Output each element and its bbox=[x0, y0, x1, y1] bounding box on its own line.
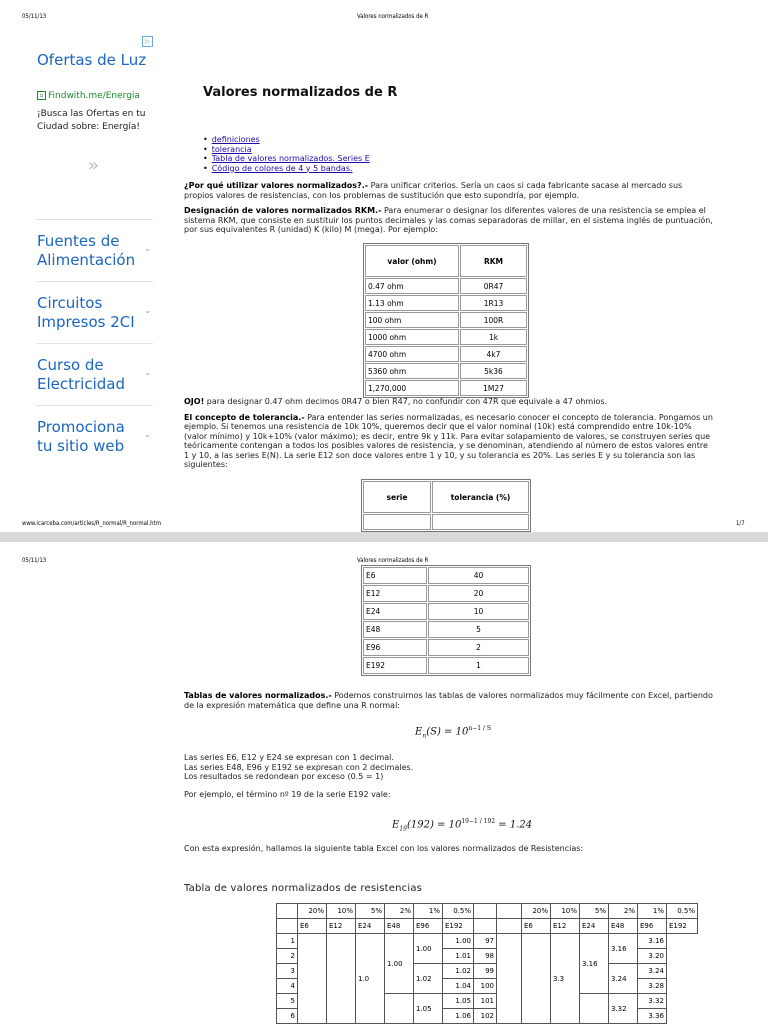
toc-link-tabla[interactable]: Tabla de valores normalizados. Series E bbox=[211, 154, 370, 163]
table-row-tolerances bbox=[277, 904, 698, 919]
ad-link-item[interactable] bbox=[37, 343, 153, 405]
table-row bbox=[365, 295, 527, 311]
formula-text: (192) = 10 bbox=[406, 819, 462, 831]
toc-item bbox=[203, 154, 370, 164]
table-cell: 1.13 ohm bbox=[365, 295, 459, 311]
table-cell bbox=[327, 934, 356, 1024]
table-cell: 2 bbox=[277, 949, 298, 964]
table-cell: 0.5% bbox=[667, 904, 698, 919]
chevron-down-icon: ⌄ bbox=[144, 306, 151, 315]
formula-sub: n bbox=[422, 732, 427, 740]
table-cell: 1 bbox=[277, 934, 298, 949]
paragraph-rkm bbox=[184, 206, 714, 235]
table-cell: E12 bbox=[327, 919, 356, 934]
header-date: 05/11/13 bbox=[22, 13, 47, 20]
table-cell: 10 bbox=[428, 603, 529, 620]
table-cell: 4700 ohm bbox=[365, 346, 459, 362]
table-header: RKM bbox=[460, 245, 527, 277]
table-cell bbox=[497, 904, 522, 919]
table-cell: 1% bbox=[638, 904, 667, 919]
table-cell: 1k bbox=[460, 329, 527, 345]
example-text: Por ejemplo, el término nº 19 de la serie E192 vale: bbox=[184, 789, 391, 799]
table-row bbox=[363, 621, 529, 638]
table-cell: 5k36 bbox=[460, 363, 527, 379]
table-cell bbox=[497, 934, 522, 1024]
table-cell: 10% bbox=[551, 904, 580, 919]
table-cell: 101 bbox=[474, 994, 497, 1009]
article-body-4 bbox=[184, 753, 714, 799]
table-cell: 1M27 bbox=[460, 380, 527, 396]
table-cell: E96 bbox=[414, 919, 443, 934]
table-cell: 5% bbox=[356, 904, 385, 919]
table-cell: E24 bbox=[580, 919, 609, 934]
paragraph-heading: El concepto de tolerancia.- bbox=[184, 412, 305, 422]
toc-item bbox=[203, 135, 370, 145]
ad-title-link[interactable]: Ofertas de Luz bbox=[37, 51, 147, 69]
table-row bbox=[363, 657, 529, 674]
table-cell: 1.05 bbox=[443, 994, 474, 1009]
normalized-values-table bbox=[276, 903, 698, 1024]
table-cell: E192 bbox=[363, 657, 427, 674]
paragraph-text: Para enumerar o designar los diferentes valores de una resistencia se emplea el sistema RKM, que consiste en sustituir los puntos decimales y las comas separadoras de millar, en el sistema inglés de puntuación, por sus equivalentes R (unidad) K (kilo) M (mega). Por ejemplo: bbox=[184, 206, 713, 234]
toc-link-codigo-colores[interactable]: Código de colores de 4 y 5 bandas. bbox=[211, 163, 353, 173]
table-row bbox=[365, 278, 527, 294]
table-cell: 1.00 bbox=[443, 934, 474, 949]
paragraph-heading: Designación de valores normalizados RKM.- bbox=[184, 206, 382, 215]
series-table-header bbox=[361, 479, 531, 532]
table-cell: 4 bbox=[277, 979, 298, 994]
paragraph-tablas bbox=[184, 691, 714, 710]
paragraph-ojo bbox=[184, 397, 714, 407]
table-cell bbox=[580, 994, 609, 1024]
table-cell bbox=[385, 994, 414, 1024]
excel-text: Con esta expresión, hallamos la siguiente tabla Excel con los valores normalizados de Resistencias: bbox=[184, 844, 584, 853]
table-cell: E24 bbox=[356, 919, 385, 934]
table-header: valor (ohm) bbox=[365, 245, 459, 277]
footer-page: 1/7 bbox=[736, 520, 745, 527]
paragraph-why bbox=[184, 181, 714, 200]
table-row bbox=[363, 639, 529, 656]
table-cell: 1.02 bbox=[443, 964, 474, 979]
table-header: tolerancia (%) bbox=[432, 481, 529, 513]
table-cell: 3.32 bbox=[638, 994, 667, 1009]
table-cell: E48 bbox=[363, 621, 427, 638]
table-cell: 2% bbox=[385, 904, 414, 919]
table-cell: E48 bbox=[609, 919, 638, 934]
ad-link-label: Curso de Electricidad bbox=[37, 356, 125, 393]
table-cell bbox=[522, 934, 551, 1024]
paragraph-text: Podemos construirnos las tablas de valores normalizados muy fácilmente con Excel, partiendo de la expresión matemática que define una R normal: bbox=[184, 691, 713, 710]
formula-exponent: n−1 / S bbox=[468, 725, 491, 732]
table-cell: 5360 ohm bbox=[365, 363, 459, 379]
formula-sub: 19 bbox=[399, 825, 407, 833]
table-cell: 100 ohm bbox=[365, 312, 459, 328]
pdf-page-2 bbox=[0, 542, 768, 1024]
table-cell: 3.20 bbox=[638, 949, 667, 964]
table-cell: 2 bbox=[428, 639, 529, 656]
table-cell: E12 bbox=[551, 919, 580, 934]
formula-text: E bbox=[392, 819, 400, 831]
table-row bbox=[363, 603, 529, 620]
table-cell bbox=[474, 919, 497, 934]
external-link-icon: ▫ bbox=[37, 91, 46, 100]
paragraph-text: para designar 0.47 ohm decimos 0R47 o bien R47, no confundir con 47R que equivale a 47 ohmios. bbox=[204, 397, 608, 406]
table-row bbox=[277, 934, 698, 949]
ad-description: ¡Busca las Ofertas en tu Ciudad sobre: Energía! bbox=[37, 109, 146, 132]
table-cell: E24 bbox=[363, 603, 427, 620]
formula-normal-r bbox=[415, 725, 491, 739]
paragraph-heading: OJO! bbox=[184, 397, 205, 406]
article-body-1 bbox=[184, 181, 714, 241]
series-line: Las series E48, E96 y E192 se expresan con 2 decimales. bbox=[184, 762, 414, 772]
table-cell: 1 bbox=[428, 657, 529, 674]
header-title: Valores normalizados de R bbox=[357, 557, 429, 564]
table-cell: 3.24 bbox=[638, 964, 667, 979]
ad-link-label: Fuentes de Alimentación bbox=[37, 232, 136, 269]
formula-exponent: 19−1 / 192 bbox=[461, 818, 496, 825]
formula-text: E bbox=[415, 726, 423, 738]
series-line: Las series E6, E12 y E24 se expresan con 1 decimal. bbox=[184, 753, 394, 762]
table-cell: 0R47 bbox=[460, 278, 527, 294]
ad-link-label: Circuitos Impresos 2CI bbox=[37, 294, 135, 331]
table-cell bbox=[497, 919, 522, 934]
chevron-down-icon: ⌄ bbox=[144, 430, 151, 439]
table-cell: 1.0 bbox=[356, 934, 385, 1024]
chevron-right-icon[interactable]: » bbox=[88, 155, 100, 176]
table-cell: 4k7 bbox=[460, 346, 527, 362]
table-cell: 20% bbox=[298, 904, 327, 919]
table-cell: E96 bbox=[638, 919, 667, 934]
page-title: Valores normalizados de R bbox=[203, 85, 398, 100]
table-cell: E96 bbox=[363, 639, 427, 656]
paragraph-tolerancia bbox=[184, 413, 714, 470]
table-cell: 1.00 bbox=[414, 934, 443, 964]
table-cell: 1.01 bbox=[443, 949, 474, 964]
table-row bbox=[365, 380, 527, 396]
table-row bbox=[363, 585, 529, 602]
ad-link-item[interactable] bbox=[37, 281, 153, 343]
table-row bbox=[365, 346, 527, 362]
table-cell: 1.05 bbox=[414, 994, 443, 1024]
paragraph-heading: Tablas de valores normalizados.- bbox=[184, 691, 332, 700]
table-cell: 3.16 bbox=[609, 934, 638, 964]
table-cell: 3.32 bbox=[609, 994, 638, 1024]
table-cell: 1% bbox=[414, 904, 443, 919]
table-cell: 102 bbox=[474, 1009, 497, 1024]
article-body-3 bbox=[184, 691, 714, 716]
table-cell: 100R bbox=[460, 312, 527, 328]
table-cell: 20 bbox=[428, 585, 529, 602]
paragraph-heading: ¿Por qué utilizar valores normalizados?.- bbox=[184, 181, 369, 190]
header-title: Valores normalizados de R bbox=[357, 13, 429, 20]
table-cell: 3.24 bbox=[609, 964, 638, 994]
table-cell bbox=[363, 514, 431, 530]
table-cell: 6 bbox=[277, 1009, 298, 1024]
table-cell: 3.28 bbox=[638, 979, 667, 994]
table-cell: E192 bbox=[667, 919, 698, 934]
table-header: serie bbox=[363, 481, 431, 513]
table-row bbox=[365, 329, 527, 345]
table-title: Tabla de valores normalizados de resistencias bbox=[184, 883, 423, 894]
ad-link-list bbox=[37, 219, 153, 467]
table-row bbox=[365, 312, 527, 328]
table-cell: 98 bbox=[474, 949, 497, 964]
article-body-5 bbox=[184, 844, 714, 854]
table-cell: E48 bbox=[385, 919, 414, 934]
ad-url[interactable] bbox=[37, 91, 140, 101]
table-cell: 5 bbox=[277, 994, 298, 1009]
header-date: 05/11/13 bbox=[22, 557, 47, 564]
ad-url-text: Findwith.me/Energía bbox=[48, 91, 140, 101]
table-cell: E6 bbox=[363, 567, 427, 584]
table-cell: 3 bbox=[277, 964, 298, 979]
table-cell: 1000 ohm bbox=[365, 329, 459, 345]
toc-item bbox=[203, 164, 370, 174]
footer-url: www.icarceba.com/articles/R_normal/R_normal.htm bbox=[22, 520, 161, 527]
table-cell: 99 bbox=[474, 964, 497, 979]
adchoices-icon[interactable]: ▷ bbox=[142, 36, 153, 47]
table-cell: 0.47 ohm bbox=[365, 278, 459, 294]
table-of-contents bbox=[203, 135, 370, 173]
table-cell: 0.5% bbox=[443, 904, 474, 919]
table-cell: 1.04 bbox=[443, 979, 474, 994]
table-cell: 3.16 bbox=[580, 934, 609, 994]
table-cell: E6 bbox=[298, 919, 327, 934]
toc-link-tolerancia[interactable]: tolerancia bbox=[211, 144, 252, 154]
table-cell: 1,270,000 bbox=[365, 380, 459, 396]
toc-item bbox=[203, 145, 370, 155]
table-cell: 1.00 bbox=[385, 934, 414, 994]
table-cell: 3.36 bbox=[638, 1009, 667, 1024]
table-cell bbox=[298, 934, 327, 1024]
ad-link-item[interactable] bbox=[37, 405, 153, 467]
table-cell: 3.16 bbox=[638, 934, 667, 949]
paragraph-text: Para entender las series normalizadas, es necesario conocer el concepto de tolerancia. Pongamos un ejemplo. Si tenemos una resistencia de 10k 10%, queremos decir que el valor nominal (10k) está comprendido entre 10k-10% (valor mínimo) y 10k+10% (valor máximo); es decir, entre 9k y 11k. Para evitar solapamiento de valores, se construyen series que teóricamente contengan a todos los posibles valores de resistencia, y se denominan, atendiendo al número de estos valores entre 1 y 10, a las series E(N). La serie E12 son doce valores entre 1 y 10, y su tolerancia es 20%. Las series E y su tolerancia son las siguientes: bbox=[184, 412, 713, 469]
chevron-down-icon: ⌄ bbox=[144, 368, 151, 377]
table-cell: 20% bbox=[522, 904, 551, 919]
formula-text: (S) = 10 bbox=[426, 726, 469, 738]
table-cell: 1.06 bbox=[443, 1009, 474, 1024]
table-row bbox=[363, 567, 529, 584]
table-row bbox=[365, 363, 527, 379]
chevron-down-icon: ⌄ bbox=[144, 244, 151, 253]
formula-example bbox=[392, 818, 532, 832]
table-cell: 5 bbox=[428, 621, 529, 638]
table-cell bbox=[277, 919, 298, 934]
table-cell: 10% bbox=[327, 904, 356, 919]
table-row-series bbox=[277, 919, 698, 934]
table-cell bbox=[277, 904, 298, 919]
table-cell: 1.02 bbox=[414, 964, 443, 994]
series-table bbox=[361, 565, 531, 676]
ad-link-label: Promociona tu sitio web bbox=[37, 418, 125, 455]
rkm-table bbox=[363, 243, 529, 398]
table-cell: 2% bbox=[609, 904, 638, 919]
table-cell bbox=[474, 904, 497, 919]
table-cell: 97 bbox=[474, 934, 497, 949]
series-line: Los resultados se redondean por exceso (0.5 = 1) bbox=[184, 772, 384, 781]
table-cell: E12 bbox=[363, 585, 427, 602]
article-body-2 bbox=[184, 397, 714, 476]
table-cell: 100 bbox=[474, 979, 497, 994]
ad-link-item[interactable] bbox=[37, 219, 153, 281]
formula-text: = 1.24 bbox=[495, 819, 533, 831]
table-cell: 3.3 bbox=[551, 934, 580, 1024]
table-cell: 40 bbox=[428, 567, 529, 584]
table-cell bbox=[432, 514, 529, 530]
paragraph-text: Para unificar criterios. Sería un caos si cada fabricante sacase al mercado sus propios valores de resistencias, con los problemas de sustitución que esto supondría, por ejemplo. bbox=[184, 181, 683, 200]
table-cell: 1R13 bbox=[460, 295, 527, 311]
toc-link-definiciones[interactable]: definiciones bbox=[211, 135, 260, 144]
table-cell: 5% bbox=[580, 904, 609, 919]
table-cell: E6 bbox=[522, 919, 551, 934]
table-cell: E192 bbox=[443, 919, 474, 934]
